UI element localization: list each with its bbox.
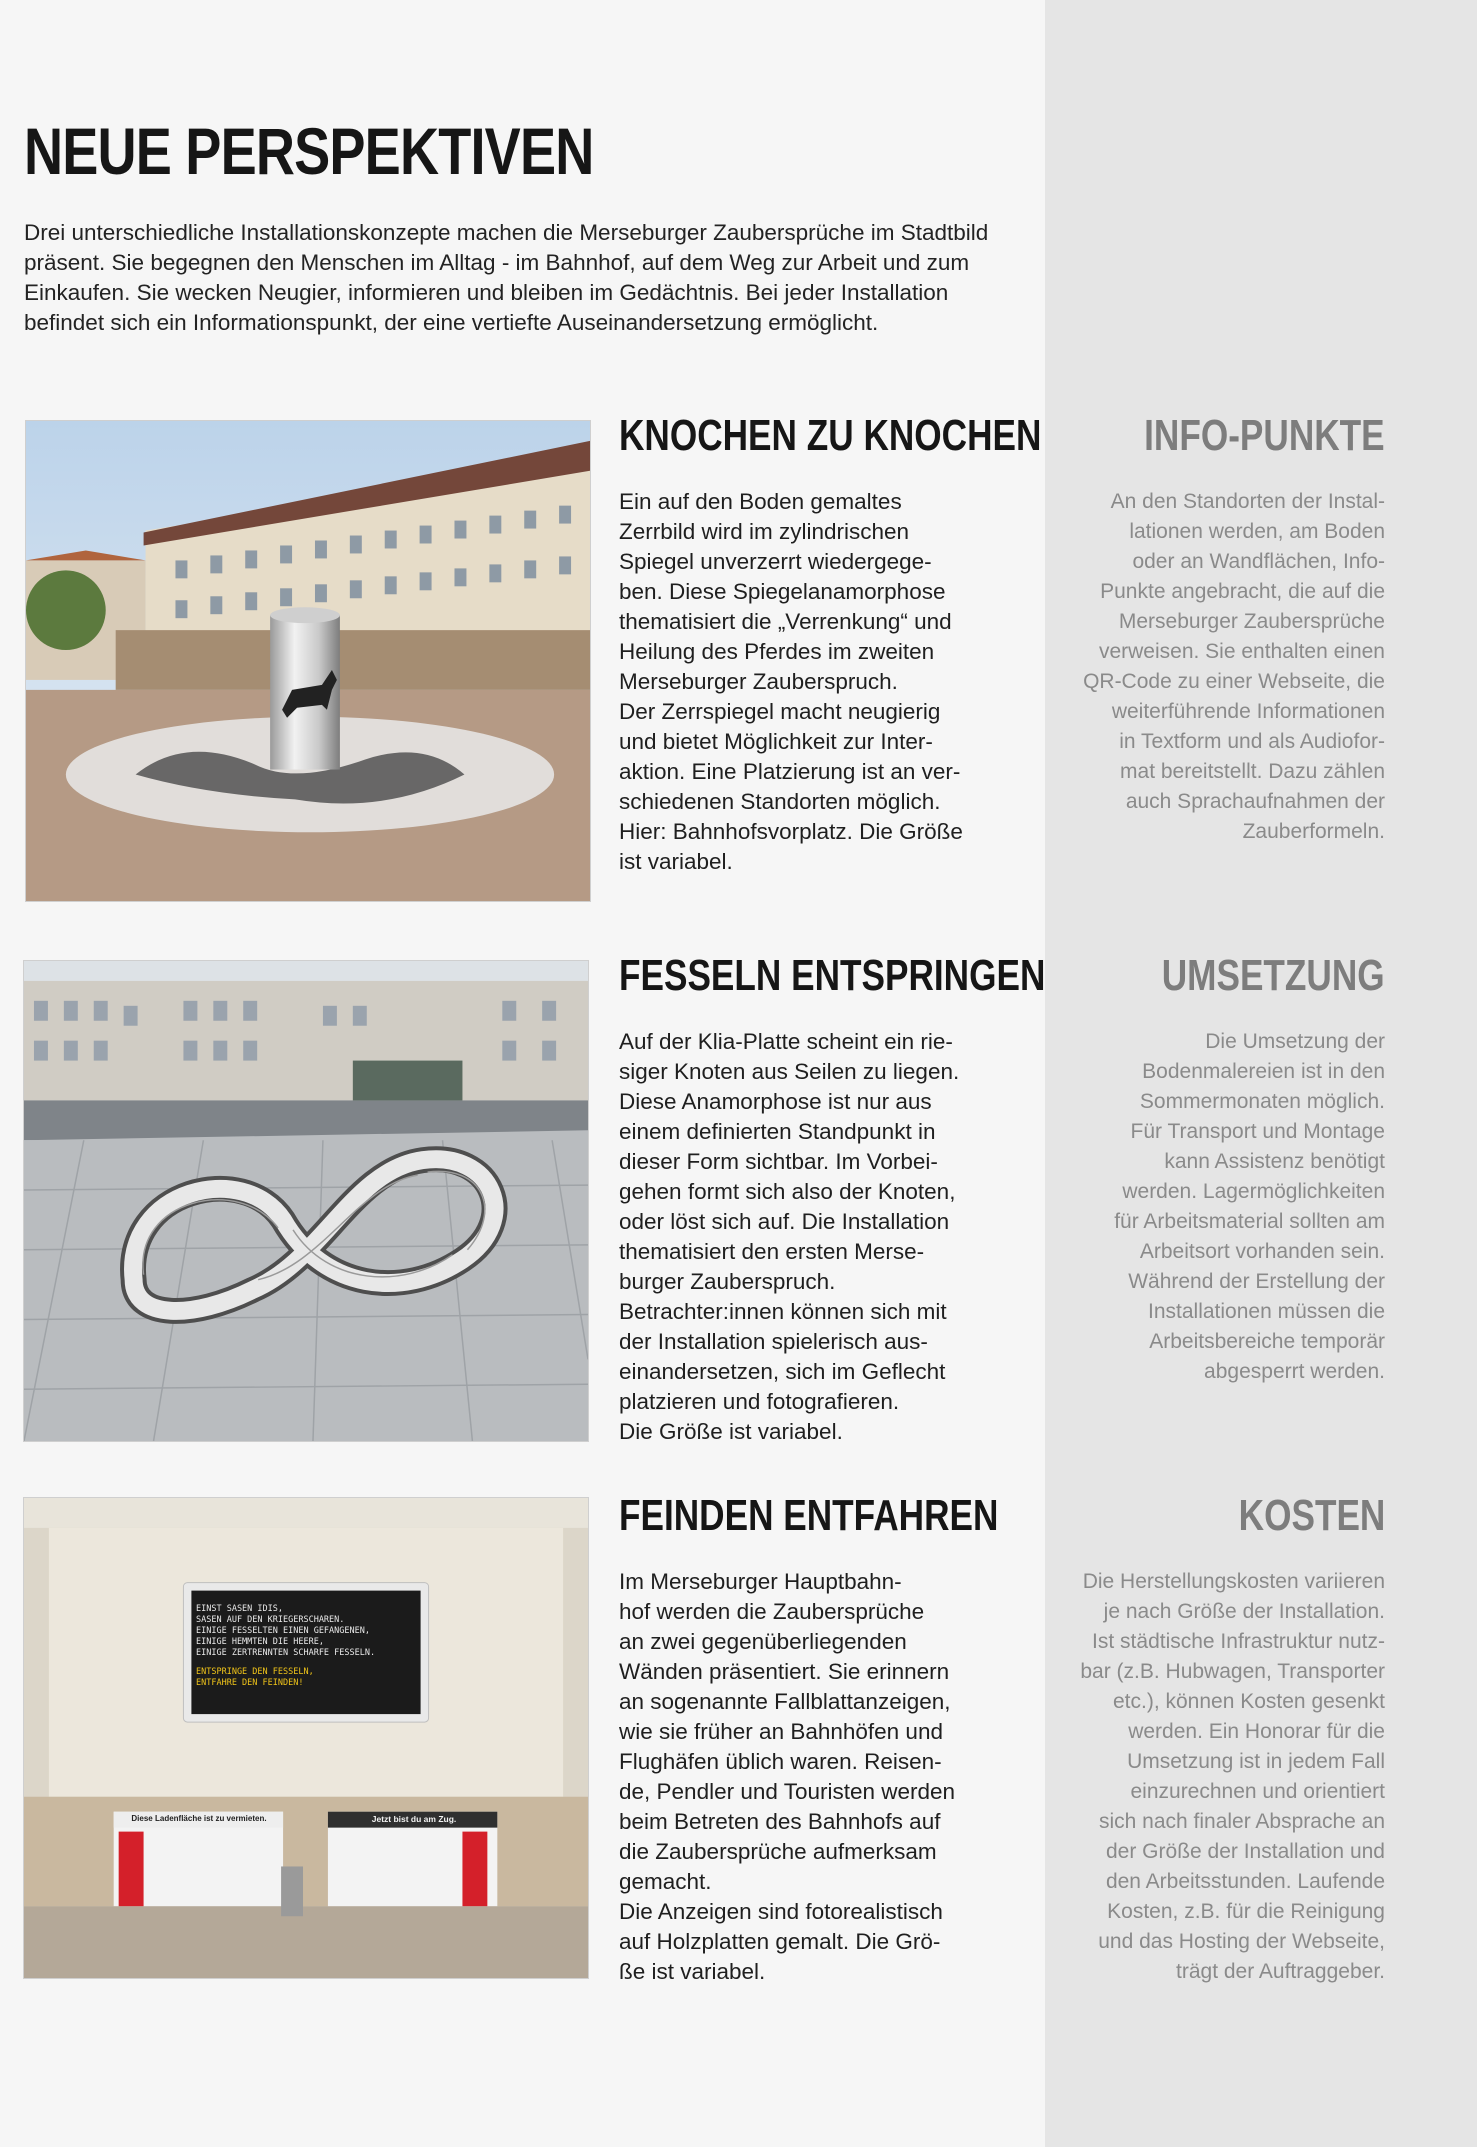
section-paragraph: Betrachter:innen können sich mit der Installation spielerisch aus- einandersetzen, sich im Geflecht platzieren und fotografieren. [619,1299,947,1414]
sidebar-text-kosten [1055,1567,1385,1987]
section-paragraph: Im Merseburger Hauptbahn- hof werden die Zaubersprüche an zwei gegenüberliegenden Wänden präsentiert. Sie erinnern an sogenannte Fallblattanzeigen, wie sie früher an Bahnhöfen und Flughäfen üblich waren. Reisen- de, Pendler und Touristen werden beim Betreten des Bahnhofs auf die Zaubersprüche aufmerksam gemacht. [619,1569,956,1894]
shop-sign-left: Diese Ladenfläche ist zu vermieten. [131,1814,267,1823]
section-paragraph: Ein auf den Boden gemaltes Zerrbild wird im zylindrischen Spiegel unverzerrt wiedergege- ben. Diese Spiegelanamorphose thematisiert die „Verrenkung“ und Heilung des Pferdes im zweiten Merseburger Zauberspruch. [619,489,952,694]
section-paragraph: Der Zerrspiegel macht neugierig und bietet Möglichkeit zur Inter- aktion. Eine Platzierung ist an ver- schiedenen Standorten möglich. Hier: Bahnhofsvorplatz. Die Größe ist variabel. [619,699,963,874]
board-line: EINIGE HEMMTEN DIE HEERE, [196,1637,324,1647]
split-flap-board [196,1604,416,1689]
board-line: SASEN AUF DEN KRIEGERSCHAREN. [196,1615,345,1625]
shop-sign-right: Jetzt bist du am Zug. [371,1814,457,1824]
section-paragraph: Die Größe ist variabel. [619,1419,843,1444]
sidebar-title-kosten: KOSTEN [1238,1491,1385,1540]
section-paragraph: Die Anzeigen sind fotorealistisch auf Holzplatten gemalt. Die Grö- ße ist variabel. [619,1899,943,1984]
sidebar-paragraph: Die Herstellungskosten variieren je nach Größe der Installation. Ist städtische Infrastruktur nutz- bar (z.B. Hubwagen, Transporter etc.), können Kosten gesenkt werden. Ein Honorar für die Umsetzung ist in jedem Fall einzurechnen und orientiert sich nach finaler Absprache an der Größe der Installation und den Arbeitsstunden. Laufende Kosten, z.B. für die Reinigung und das Hosting der Webseite, trägt der Auftraggeber. [1080,1570,1385,1983]
section-title-knochen: KNOCHEN ZU KNOCHEN [619,411,1042,460]
page-title: NEUE PERSPEKTIVEN [24,114,594,188]
sidebar-text-info-punkte [1055,487,1385,847]
board-line-highlight: ENTFAHRE DEN FEINDEN! [196,1678,304,1688]
board-line: EINIGE FESSELTEN EINEN GEFANGENEN, [196,1626,370,1636]
sidebar-title-info-punkte: INFO-PUNKTE [1144,411,1385,460]
section-text-fesseln [619,1027,999,1447]
board-line-highlight: ENTSPRINGE DEN FESSELN, [196,1667,314,1677]
board-line: EINST SASEN IDIS, [196,1604,283,1614]
sidebar-text-umsetzung [1055,1027,1385,1387]
section-text-feinden [619,1567,999,1987]
section-text-knochen [619,487,999,877]
sidebar-title-umsetzung: UMSETZUNG [1162,951,1385,1000]
photo-feinden-installation [23,1497,589,1979]
section-title-fesseln: FESSELN ENTSPRINGEN [619,951,1046,1000]
sidebar-paragraph: An den Standorten der Instal- lationen werden, am Boden oder an Wandflächen, Info- Punkte angebracht, die auf die Merseburger Zaubersprüche verweisen. Sie enthalten einen QR-Code zu einer Webseite, die weiterführende Informationen in Textform und als Audiofor- mat bereitstellt. Dazu zählen auch Sprachaufnahmen der Zauberformeln. [1083,490,1385,843]
section-title-feinden: FEINDEN ENTFAHREN [619,1491,999,1540]
board-line: EINIGE ZERTRENNTEN SCHARFE FESSELN. [196,1648,376,1658]
photo-knochen-installation [25,420,591,902]
photo-fesseln-installation [23,960,589,1442]
sidebar-paragraph: Die Umsetzung der Bodenmalereien ist in den Sommermonaten möglich. Für Transport und Montage kann Assistenz benötigt werden. Lagermöglichkeiten für Arbeitsmaterial sollten am Arbeitsort vorhanden sein. Während der Erstellung der Installationen müssen die Arbeitsbereiche temporär abgesperrt werden. [1114,1030,1385,1383]
section-paragraph: Auf der Klia-Platte scheint ein rie- siger Knoten aus Seilen zu liegen. Diese Anamorphose ist nur aus einem definierten Standpunkt in dieser Form sichtbar. Im Vorbei- gehen formt sich also der Knoten, oder löst sich auf. Die Installation thematisiert den ersten Merse- burger Zauberspruch. [619,1029,960,1294]
intro-text: Drei unterschiedliche Installationskonzepte machen die Merseburger Zaubersprüche im Stadtbild präsent. Sie begegnen den Menschen im Alltag - im Bahnhof, auf dem Weg zur Arbeit und zum Einkaufen. Sie wecken Neugier, informieren und bleiben im Gedächtnis. Bei jeder Installation befindet sich ein Informationspunkt, der eine vertiefte Auseinandersetzung ermöglicht. [24,220,989,335]
